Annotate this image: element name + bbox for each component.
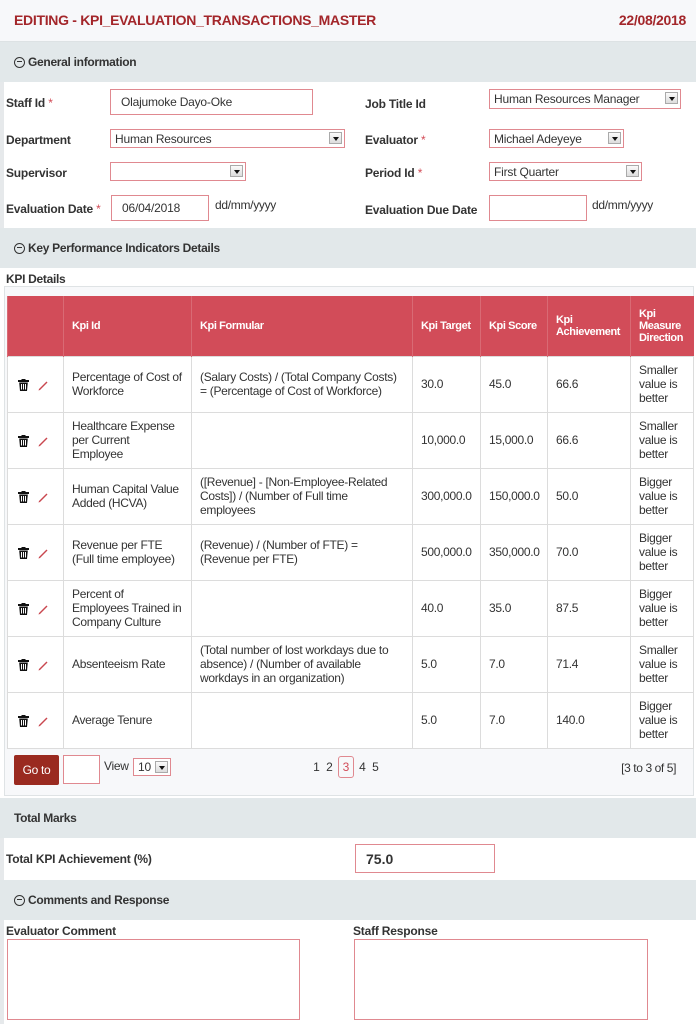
required-marker: * [421, 133, 426, 147]
collapse-icon[interactable] [14, 895, 25, 906]
cell-kpi-target: 30.0 [413, 356, 481, 412]
cell-kpi-achievement: 66.6 [548, 412, 631, 468]
evaluation-due-date-label: Evaluation Due Date [365, 203, 478, 217]
column-header-kpi-id[interactable]: Kpi Id [64, 296, 192, 356]
total-kpi-achievement-label: Total KPI Achievement (%) [6, 852, 152, 866]
cell-kpi-achievement: 50.0 [548, 468, 631, 524]
view-label: View [104, 759, 129, 773]
kpi-table-row [8, 468, 694, 524]
kpi-table-row [8, 356, 694, 412]
collapse-icon[interactable] [14, 57, 25, 68]
page-link-4[interactable]: 4 [359, 760, 366, 774]
page-count: [3 to 3 of 5] [621, 761, 676, 775]
column-header-actions [8, 296, 64, 356]
cell-kpi-score: 350,000.0 [481, 524, 548, 580]
required-marker: * [417, 166, 423, 180]
supervisor-select[interactable] [110, 162, 246, 181]
pencil-icon[interactable] [37, 379, 49, 391]
kpi-table [7, 296, 694, 749]
cell-kpi-achievement: 87.5 [548, 580, 631, 636]
cell-kpi-measure-direction: Smaller value is better [631, 412, 694, 468]
staff-id-field[interactable]: Olajumoke Dayo-Oke [110, 89, 313, 115]
period-id-select[interactable]: First Quarter [489, 162, 642, 181]
pencil-icon[interactable] [37, 435, 49, 447]
collapse-icon[interactable] [14, 243, 25, 254]
total-kpi-achievement-field[interactable]: 75.0 [355, 844, 495, 873]
cell-kpi-measure-direction: Bigger value is better [631, 580, 694, 636]
trash-icon[interactable] [18, 603, 29, 615]
row-actions [8, 636, 64, 692]
supervisor-label: Supervisor [6, 166, 67, 180]
cell-kpi-id: Human Capital Value Added (HCVA) [64, 468, 192, 524]
cell-kpi-measure-direction: Smaller value is better [631, 356, 694, 412]
page-link-1[interactable]: 1 [313, 760, 320, 774]
cell-kpi-score: 15,000.0 [481, 412, 548, 468]
page-size-select[interactable]: 10 [133, 758, 171, 776]
page-header [0, 0, 696, 42]
column-header-kpi-target[interactable]: Kpi Target [413, 296, 481, 356]
cell-kpi-formular: (Salary Costs) / (Total Company Costs) = (Percentage of Cost of Workforce) [192, 356, 413, 412]
section-title: Total Marks [14, 811, 77, 825]
period-id-label: Period Id * [365, 166, 423, 180]
cell-kpi-score: 7.0 [481, 636, 548, 692]
staff-response-label: Staff Response [353, 924, 438, 938]
cell-kpi-id: Percentage of Cost of Workforce [64, 356, 192, 412]
cell-kpi-score: 35.0 [481, 580, 548, 636]
evaluator-comment-label: Evaluator Comment [6, 924, 116, 938]
kpi-table-container [4, 286, 694, 796]
trash-icon[interactable] [18, 379, 29, 391]
row-actions [8, 412, 64, 468]
trash-icon[interactable] [18, 659, 29, 671]
cell-kpi-id: Revenue per FTE (Full time employee) [64, 524, 192, 580]
evaluator-select[interactable]: Michael Adeyeye [489, 129, 624, 148]
kpi-table-row [8, 692, 694, 748]
row-actions [8, 692, 64, 748]
kpi-table-header [8, 296, 694, 356]
page-link-3[interactable]: 3 [338, 756, 354, 778]
trash-icon[interactable] [18, 435, 29, 447]
cell-kpi-score: 45.0 [481, 356, 548, 412]
pencil-icon[interactable] [37, 547, 49, 559]
cell-kpi-target: 5.0 [413, 636, 481, 692]
pencil-icon[interactable] [37, 715, 49, 727]
cell-kpi-achievement: 140.0 [548, 692, 631, 748]
date-format-hint: dd/mm/yyyy [215, 198, 277, 212]
chevron-down-icon[interactable] [230, 165, 243, 177]
chevron-down-icon[interactable] [155, 761, 168, 773]
cell-kpi-achievement: 71.4 [548, 636, 631, 692]
page-link-5[interactable]: 5 [372, 760, 379, 774]
section-general-information[interactable] [0, 42, 696, 82]
cell-kpi-id: Absenteeism Rate [64, 636, 192, 692]
pencil-icon[interactable] [37, 603, 49, 615]
pencil-icon[interactable] [37, 491, 49, 503]
kpi-table-row [8, 636, 694, 692]
row-actions [8, 524, 64, 580]
cell-kpi-score: 7.0 [481, 692, 548, 748]
chevron-down-icon[interactable] [329, 132, 342, 144]
evaluator-label: Evaluator * [365, 133, 426, 147]
trash-icon[interactable] [18, 547, 29, 559]
section-title: Comments and Response [28, 893, 170, 907]
cell-kpi-target: 300,000.0 [413, 468, 481, 524]
row-actions [8, 468, 64, 524]
column-header-kpi-score[interactable]: Kpi Score [481, 296, 548, 356]
cell-kpi-achievement: 70.0 [548, 524, 631, 580]
column-header-kpi-measure-direction[interactable]: Kpi Measure Direction [631, 296, 694, 356]
required-marker: * [96, 202, 101, 216]
section-comments-and-response[interactable] [0, 880, 696, 920]
page-link-2[interactable]: 2 [326, 760, 333, 774]
cell-kpi-achievement: 66.6 [548, 356, 631, 412]
evaluation-date-label: Evaluation Date * [6, 202, 101, 216]
staff-response-textarea[interactable] [354, 939, 648, 1020]
cell-kpi-measure-direction: Smaller value is better [631, 636, 694, 692]
cell-kpi-formular [192, 692, 413, 748]
go-to-button[interactable]: Go to [14, 755, 59, 785]
cell-kpi-id: Healthcare Expense per Current Employee [64, 412, 192, 468]
cell-kpi-target: 500,000.0 [413, 524, 481, 580]
cell-kpi-formular: (Revenue) / (Number of FTE) = (Revenue per FTE) [192, 524, 413, 580]
cell-kpi-formular [192, 412, 413, 468]
cell-kpi-measure-direction: Bigger value is better [631, 692, 694, 748]
department-label: Department [6, 133, 71, 147]
cell-kpi-id: Average Tenure [64, 692, 192, 748]
section-total-marks [0, 798, 696, 838]
chevron-down-icon[interactable] [626, 165, 639, 177]
cell-kpi-id: Percent of Employees Trained in Company Culture [64, 580, 192, 636]
column-header-kpi-achievement[interactable]: Kpi Achievement [548, 296, 631, 356]
evaluator-comment-textarea[interactable] [7, 939, 300, 1020]
cell-kpi-score: 150,000.0 [481, 468, 548, 524]
evaluation-date-field[interactable]: 06/04/2018 [111, 195, 209, 221]
kpi-table-row [8, 580, 694, 636]
date-format-hint: dd/mm/yyyy [592, 198, 654, 212]
job-title-id-label: Job Title Id [365, 97, 426, 111]
trash-icon[interactable] [18, 715, 29, 727]
department-select[interactable]: Human Resources [110, 129, 345, 148]
cell-kpi-target: 10,000.0 [413, 412, 481, 468]
page-links [310, 756, 382, 778]
cell-kpi-formular [192, 580, 413, 636]
row-actions [8, 580, 64, 636]
section-title: General information [28, 55, 137, 69]
section-title: Key Performance Indicators Details [28, 241, 220, 255]
required-marker: * [48, 96, 53, 110]
header-date: 22/08/2018 [618, 12, 686, 28]
cell-kpi-measure-direction: Bigger value is better [631, 524, 694, 580]
cell-kpi-target: 5.0 [413, 692, 481, 748]
section-kpi-details[interactable] [0, 228, 696, 268]
evaluation-due-date-field[interactable] [489, 195, 587, 221]
cell-kpi-formular: ([Revenue] - [Non-Employee-Related Costs]) / (Number of Full time employees [192, 468, 413, 524]
cell-kpi-measure-direction: Bigger value is better [631, 468, 694, 524]
row-actions [8, 356, 64, 412]
kpi-table-title: KPI Details [6, 272, 66, 286]
kpi-table-row [8, 412, 694, 468]
cell-kpi-target: 40.0 [413, 580, 481, 636]
go-to-page-input[interactable] [63, 755, 100, 784]
trash-icon[interactable] [18, 491, 29, 503]
job-title-id-select[interactable]: Human Resources Manager [489, 89, 681, 109]
column-header-kpi-formular[interactable]: Kpi Formular [192, 296, 413, 356]
kpi-table-row [8, 524, 694, 580]
pencil-icon[interactable] [37, 659, 49, 671]
cell-kpi-formular: (Total number of lost workdays due to absence) / (Number of available workdays in an organization) [192, 636, 413, 692]
staff-id-label: Staff Id * [6, 96, 53, 110]
chevron-down-icon[interactable] [665, 92, 678, 104]
page-title: EDITING - KPI_EVALUATION_TRANSACTIONS_MASTER [14, 12, 376, 28]
pagination-bar [8, 750, 688, 790]
chevron-down-icon[interactable] [608, 132, 621, 144]
